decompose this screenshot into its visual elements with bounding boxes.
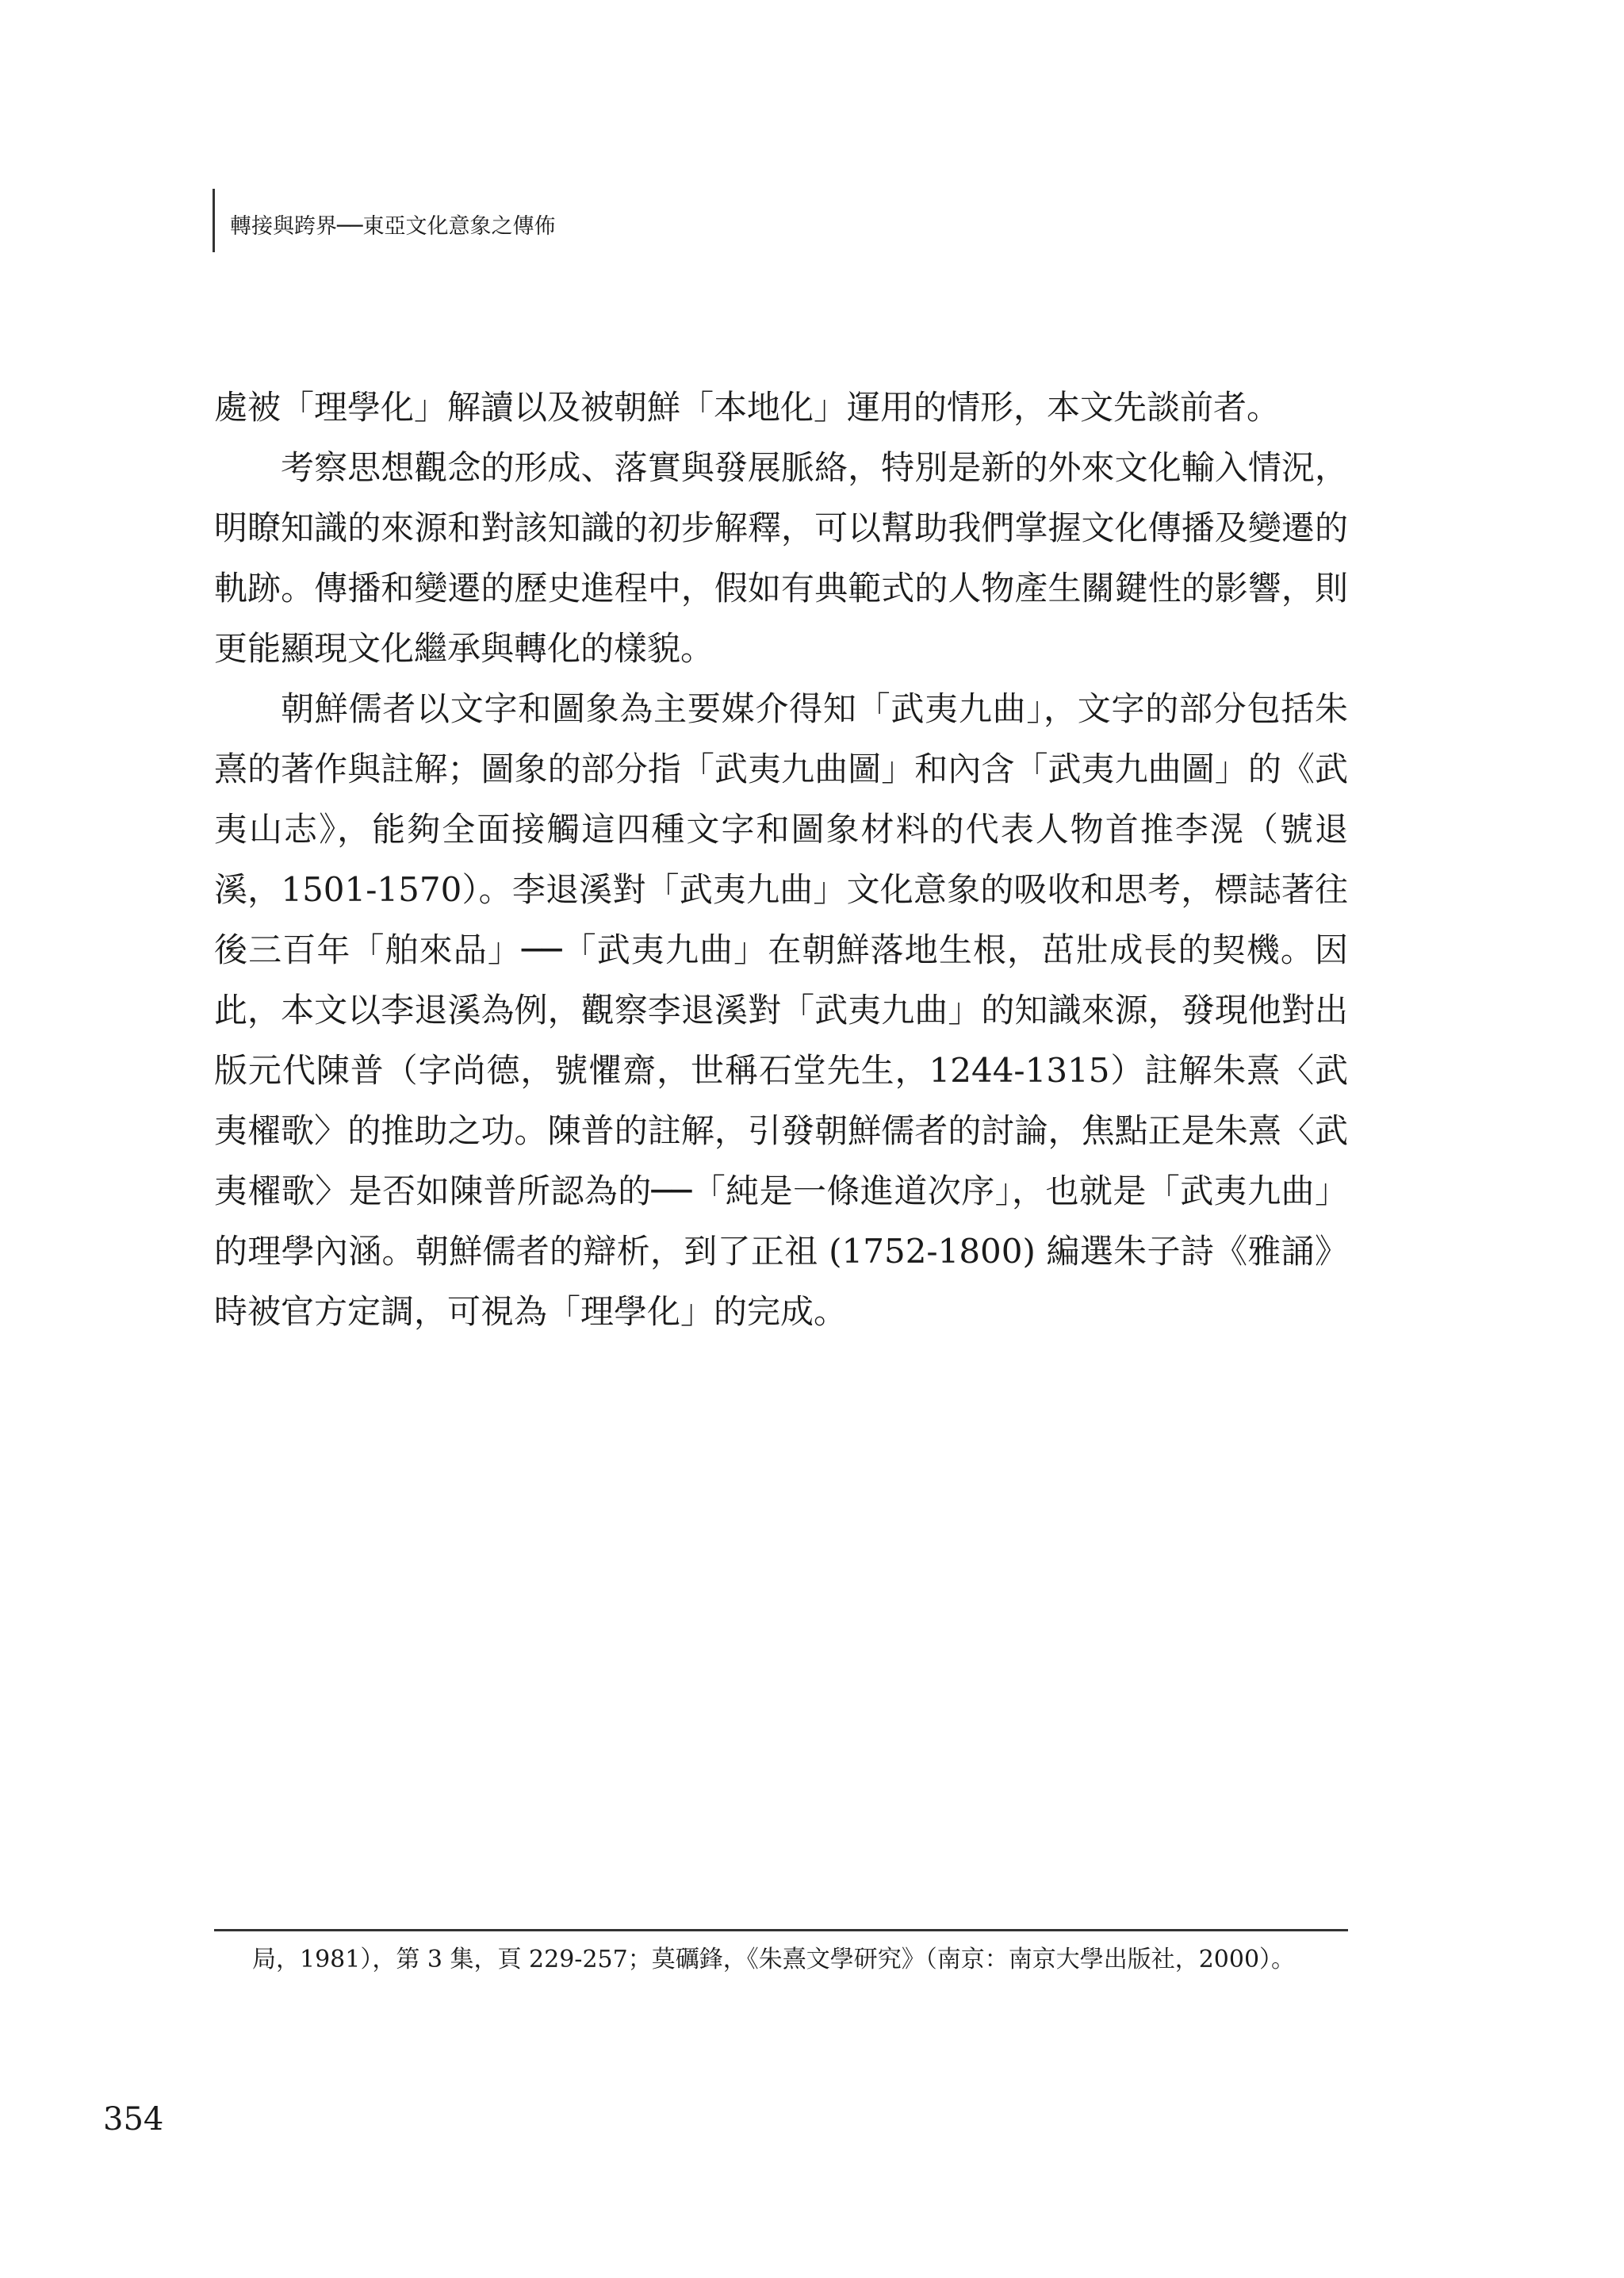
footnote: 局，1981），第 3 集，頁 229-257；莫礪鋒，《朱熹文學研究》（南京：南京大學出版社，2000）。 [252,1946,1296,1973]
paragraph-2: 考察思想觀念的形成、落實與發展脈絡，特別是新的外來文化輸入情況，明瞭知識的來源和對該知識的初步解釋，可以幫助我們掌握文化傳播及變遷的軌跡。傳播和變遷的歷史進程中，假如有典範式的人物產生關鍵性的影響，則更能顯現文化繼承與轉化的樣貌。 [214,448,1348,668]
paragraph-3: 朝鮮儒者以文字和圖象為主要媒介得知「武夷九曲」，文字的部分包括朱熹的著作與註解；圖象的部分指「武夷九曲圖」和內含「武夷九曲圖」的《武夷山志》，能夠全面接觸這四種文字和圖象材料的代表人物首推李滉（號退溪，1501-1570）。李退溪對「武夷九曲」文化意象的吸收和思考，標誌著往後三百年「舶來品」──「武夷九曲」在朝鮮落地生根，茁壯成長的契機。因此，本文以李退溪為例，觀察李退溪對「武夷九曲」的知識來源，發現他對出版元代陳普（字尚德，號懼齋，世稱石堂先生，1244-1315）註解朱熹〈武夷櫂歌〉的推助之功。陳普的註解，引發朝鮮儒者的討論，焦點正是朱熹〈武夷櫂歌〉是否如陳普所認為的──「純是一條進道次序」，也就是「武夷九曲」的理學內涵。朝鮮儒者的辯析，到了正祖 (1752-1800) 編選朱子詩《雅誦》時被官方定調，可視為「理學化」的完成。 [214,689,1348,1331]
body-text [214,378,1348,1342]
footnote-rule [214,1929,1348,1931]
page-number: 354 [103,2101,164,2138]
header-rule [213,189,215,252]
paragraph-1: 處被「理學化」解讀以及被朝鮮「本地化」運用的情形，本文先談前者。 [214,388,1281,427]
running-title: 轉接與跨界──東亞文化意象之傳佈 [230,214,556,239]
